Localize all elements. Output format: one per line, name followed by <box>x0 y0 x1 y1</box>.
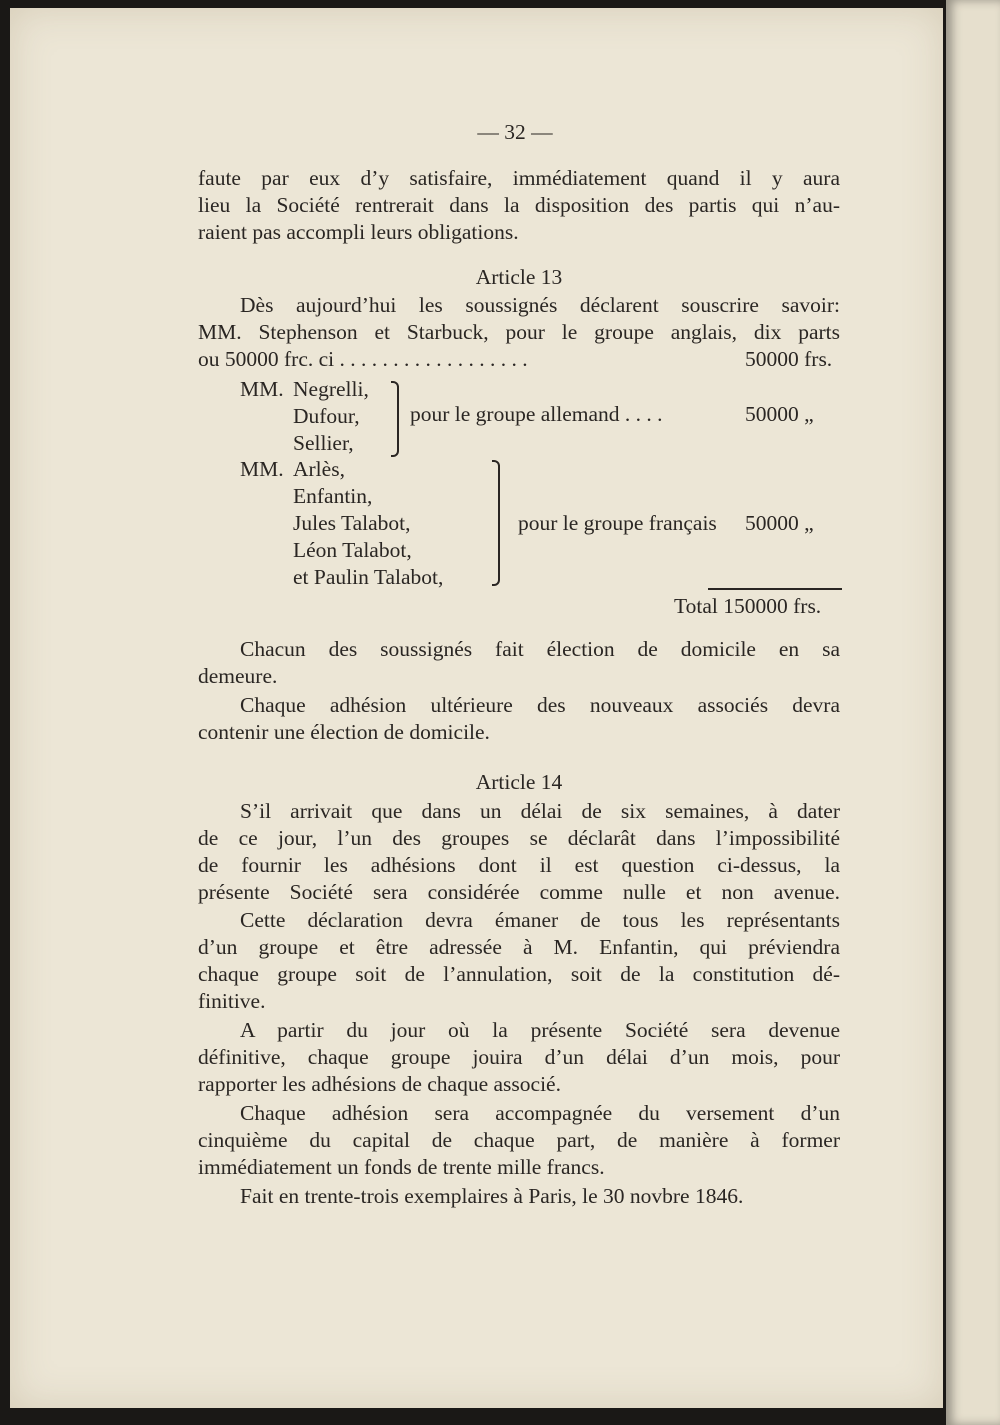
article-13-p2-line-1: Chaque adhésion ultérieure des nouveaux associés devra <box>240 693 840 717</box>
closing-line: Fait en trente-trois exemplaires à Paris, le 30 novbre 1846. <box>240 1184 744 1208</box>
article-14-p2-line: Cette déclaration devra émaner de tous les représentants <box>240 908 840 932</box>
article-14-p1-line: S’il arrivait que dans un délai de six semaines, à dater <box>240 799 840 823</box>
page-number: — 32 — <box>477 120 553 144</box>
german-group-brace <box>391 381 399 457</box>
article-13-p1-line-2: demeure. <box>198 664 278 688</box>
french-member-name: Léon Talabot, <box>293 538 412 562</box>
adjacent-page-edge <box>946 0 1000 1425</box>
french-member-name: Jules Talabot, <box>293 511 411 535</box>
article-14-p2-line: d’un groupe et être adressée à M. Enfantin, qui préviendra <box>198 935 840 959</box>
article-14-p4-line: Chaque adhésion sera accompagnée du versement d’un <box>240 1101 840 1125</box>
french-member-name: et Paulin Talabot, <box>293 565 444 589</box>
article-13-line-1: Dès aujourd’hui les soussignés déclarent souscrire savoir: <box>240 293 840 317</box>
article-13-line-2: MM. Stephenson et Starbuck, pour le groupe anglais, dix parts <box>198 320 840 344</box>
french-group-mm: MM. <box>240 457 284 481</box>
total-amount: Total 150000 frs. <box>674 594 822 618</box>
french-member-name: Enfantin, <box>293 484 373 508</box>
article-14-p1-line: présente Société sera considérée comme nulle et non avenue. <box>198 880 840 904</box>
german-member-name: Negrelli, <box>293 377 369 401</box>
intro-line-1: faute par eux d’y satisfaire, immédiatement quand il y aura <box>198 166 840 190</box>
article-14-p1-line: de fournir les adhésions dont il est question ci-dessus, la <box>198 853 840 877</box>
intro-line-2: lieu la Société rentrerait dans la disposition des partis qui n’au- <box>198 193 840 217</box>
article-14-p4-line: cinquième du capital de chaque part, de manière à former <box>198 1128 840 1152</box>
french-group-brace <box>492 460 500 586</box>
article-14-p2-line: finitive. <box>198 989 266 1013</box>
article-13-p2-line-2: contenir une élection de domicile. <box>198 720 490 744</box>
german-member-name: Dufour, <box>293 404 360 428</box>
intro-line-3: raient pas accompli leurs obligations. <box>198 220 519 244</box>
article-13-p1-line-1: Chacun des soussignés fait élection de domicile en sa <box>240 637 840 661</box>
german-group-mm: MM. <box>240 377 284 401</box>
article-14-p2-line: chaque groupe soit de l’annulation, soit de la constitution dé- <box>198 962 840 986</box>
article-13-heading: Article 13 <box>475 265 563 289</box>
total-rule <box>708 588 842 590</box>
french-member-name: Arlès, <box>293 457 345 481</box>
french-group-amount: 50000 „ <box>745 511 814 535</box>
german-group-amount: 50000 „ <box>745 402 814 426</box>
article-14-p3-line: définitive, chaque groupe jouira d’un délai d’un mois, pour <box>198 1045 840 1069</box>
article-13-line-3: ou 50000 frc. ci . . . . . . . . . . . . . . . . . . <box>198 347 528 371</box>
article-14-heading: Article 14 <box>475 770 563 794</box>
article-14-p4-line: immédiatement un fonds de trente mille francs. <box>198 1155 605 1179</box>
french-group-label: pour le groupe français <box>518 511 717 535</box>
article-14-p3-line: rapporter les adhésions de chaque associé. <box>198 1072 561 1096</box>
english-group-amount: 50000 frs. <box>745 347 833 371</box>
article-14-p3-line: A partir du jour où la présente Société sera devenue <box>240 1018 840 1042</box>
german-member-name: Sellier, <box>293 431 354 455</box>
german-group-label: pour le groupe allemand . . . . <box>410 402 663 426</box>
article-14-p1-line: de ce jour, l’un des groupes se déclarât dans l’impossibilité <box>198 826 840 850</box>
